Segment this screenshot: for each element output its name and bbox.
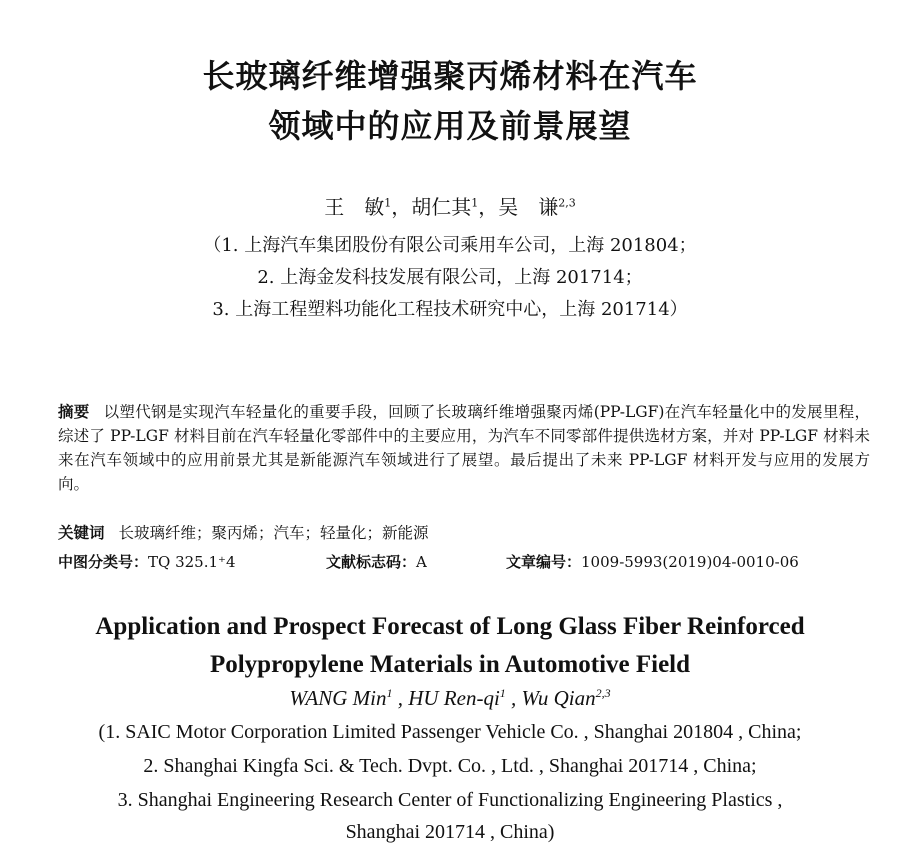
- english-title-line-2: Polypropylene Materials in Automotive Field: [209, 651, 691, 678]
- author-separator: ，: [478, 195, 499, 219]
- author-name: 胡仁其: [411, 195, 472, 219]
- english-affiliation-2: 2. Shanghai Kingfa Sci. & Tech. Dvpt. Co. , Ltd. , Shanghai 201714 , China;: [143, 755, 757, 777]
- english-affiliation-3: 3. Shanghai Engineering Research Center of Functionalizing Engineering Plastics ,: [117, 789, 783, 811]
- keywords-label: 关键词: [58, 524, 105, 542]
- author-affiliation-mark: 1: [384, 196, 392, 210]
- article-number-label: 文章编号：: [506, 553, 582, 571]
- author-name: 王 敏: [324, 195, 385, 219]
- chinese-author-list: [0, 197, 900, 217]
- english-author-list: [0, 688, 900, 709]
- author-name: 吴 谦: [498, 195, 559, 219]
- author-separator: ,: [392, 686, 409, 710]
- author-affiliation-mark: 2,3: [595, 686, 611, 700]
- chinese-affiliation-3: 3. 上海工程塑料功能化工程技术研究中心，上海 201714）: [212, 299, 688, 320]
- clc-number: [58, 550, 236, 574]
- english-affiliation-1: (1. SAIC Motor Corporation Limited Passenger Vehicle Co. , Shanghai 201804 , China;: [98, 721, 802, 743]
- chinese-title-line-1: 长玻璃纤维增强聚丙烯材料在汽车: [202, 57, 698, 95]
- author-name: HU Ren-qi: [408, 686, 500, 710]
- abstract-label: 摘要: [58, 403, 90, 421]
- chinese-affiliation-2: 2. 上海金发科技发展有限公司，上海 201714；: [257, 267, 643, 288]
- document-code-label: 文献标志码：: [326, 553, 417, 571]
- article-number: [506, 550, 799, 574]
- document-code: [326, 550, 427, 574]
- author-name: WANG Min: [289, 686, 387, 710]
- author-affiliation-mark: 2,3: [558, 196, 576, 210]
- chinese-affiliation-1: （1. 上海汽车集团股份有限公司乘用车公司，上海 201804；: [203, 235, 697, 256]
- clc-label: 中图分类号：: [58, 553, 149, 571]
- english-title-line-1: Application and Prospect Forecast of Long Glass Fiber Reinforced: [95, 613, 805, 640]
- author-affiliation-mark: 1: [499, 686, 506, 700]
- keywords-text: 长玻璃纤维；聚丙烯；汽车；轻量化；新能源: [118, 524, 429, 542]
- author-separator: ,: [505, 686, 522, 710]
- abstract-text: 以塑代钢是实现汽车轻量化的重要手段，回顾了长玻璃纤维增强聚丙烯(PP-LGF)在汽车轻量化中的发展里程，综述了 PP-LGF 材料目前在汽车轻量化零部件中的主要应用，为汽车不同零部件提供选材方案，并对 PP-LGF 材料未来在汽车领域中的应用前景尤其是新能源汽车领域进行了展望。最后提出了未来 PP-LGF 材料开发与应用的发展方向。: [58, 403, 870, 493]
- article-number-value: 1009-5993(2019)04-0010-06: [581, 553, 799, 571]
- chinese-title-line-2: 领域中的应用及前景展望: [268, 107, 632, 145]
- document-code-value: A: [416, 553, 427, 571]
- keywords-line: [58, 521, 429, 545]
- english-affiliation-3-cont: Shanghai 201714 , China): [345, 821, 555, 843]
- abstract-paragraph: [58, 400, 870, 496]
- author-separator: ，: [391, 195, 412, 219]
- author-affiliation-mark: 1: [471, 196, 479, 210]
- clc-value: TQ 325.1⁺4: [148, 553, 236, 571]
- author-name: Wu Qian: [521, 686, 596, 710]
- author-affiliation-mark: 1: [386, 686, 393, 700]
